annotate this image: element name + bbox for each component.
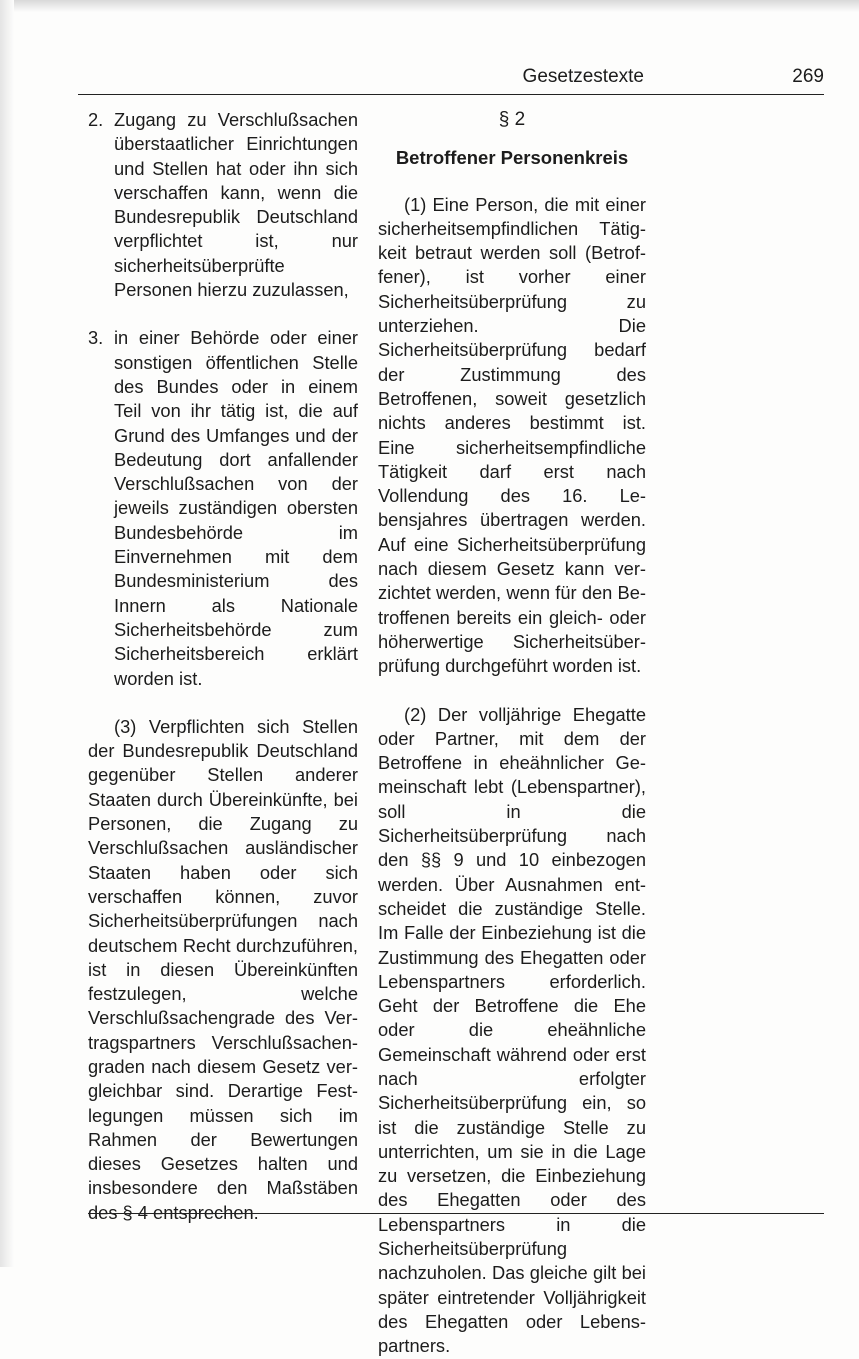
list-item-number: 3. (88, 327, 104, 349)
section-heading: Betroffener Personenkreis (395, 147, 629, 169)
paragraph-3: (3) Verpflichten sich Stellen der Bundesrepublik Deutschland gegenüber Stellen anderer Staaten durch Übereinkünfte, bei Personen, die Zugang zu Verschlußsachen ausländischer Staaten haben oder sich verschaffen können, zuvor Sicherheitsüberprüfungen nach deutschem Recht durchzuführen, ist in diesen Übereinkünften festzulegen, welche Verschlußsachengrade des Vertragspartners Verschlußsachengraden nach diesem Gesetz vergleichbar sind. Derartige Festlegungen müssen sich im Rahmen der Bewertungen dieses Gesetzes halten und insbesondere den Maßstäben des § 4 entsprechen. (88, 715, 358, 1223)
scan-shadow-top (0, 0, 859, 12)
list-item (88, 326, 358, 690)
paragraph-1: (1) Eine Person, die mit einer sicherheitsempfindlichen Tätigkeit betraut werden soll (Betroffener), ist vorher einer Sicherheitsüberprüfung zu unterziehen. Die Sicherheitsüberprüfung bedarf der Zustimmung des Betroffenen, soweit gesetzlich nichts anderes bestimmt ist. Eine sicherheitsempfindliche Tätigkeit darf erst nach Vollendung des 16. Lebensjahres übertragen werden. Auf eine Sicherheitsüberprüfung nach diesem Gesetz kann verzichtet werden, wenn für den Betroffenen bereits ein gleich- oder höherwertige Sicherheitsüberprüfung durchgeführt worden ist. (378, 193, 646, 677)
list-item-number: 2. (88, 109, 104, 130)
list-item-text: in einer Behörde oder einer sonstigen öffentlichen Stelle des Bundes oder in einem Teil von ihr tätig ist, die auf Grund des Umfanges und der Bedeutung dort anfallender Verschlußsachen von der jeweils zuständigen obersten Bundesbehörde im Einvernehmen mit dem Bundesministerium des Innern als Nationale Sicherheitsbehörde zum Sicherheitsbereich erklärt worden ist. (114, 327, 358, 689)
left-column (88, 108, 358, 1225)
running-header (78, 64, 824, 95)
scan-shadow-left (0, 0, 14, 1267)
footer-rule (88, 1213, 824, 1214)
running-title: Gesetzestexte (522, 66, 644, 87)
right-column (378, 108, 646, 1359)
list-item (88, 108, 358, 302)
page-number: 269 (792, 66, 824, 87)
list-item-text: Zugang zu Verschlußsachen überstaatlicher Einrichtungen und Stellen hat oder ihn sich verschaffen kann, wenn die Bundesrepublik Deutschland verpflichtet ist, nur sicherheitsüberprüfte Personen hierzu zuzulassen, (114, 109, 358, 301)
paragraph-2: (2) Der volljährige Ehegatte oder Partner, mit dem der Betroffene in eheähnlicher Gemeinschaft lebt (Lebenspartner), soll in die Sicherheitsüberprüfung nach den §§ 9 und 10 einbezogen werden. Über Ausnahmen entscheidet die zuständige Stelle. Im Falle der Einbeziehung ist die Zustimmung des Ehegatten oder Lebenspartners erforderlich. Geht der Betroffene die Ehe oder die eheähnliche Gemeinschaft während oder erst nach erfolgter Sicherheitsüberprüfung ein, so ist die zuständige Stelle zu unterrichten, um sie in die Lage zu versetzen, die Einbeziehung des Ehegatten oder des Lebenspartners in die Sicherheitsüberprüfung nachzuholen. Das gleiche gilt bei später eintretender Volljährigkeit des Ehegatten oder Lebenspartners. (378, 703, 646, 1357)
section-number: § 2 (498, 109, 526, 130)
